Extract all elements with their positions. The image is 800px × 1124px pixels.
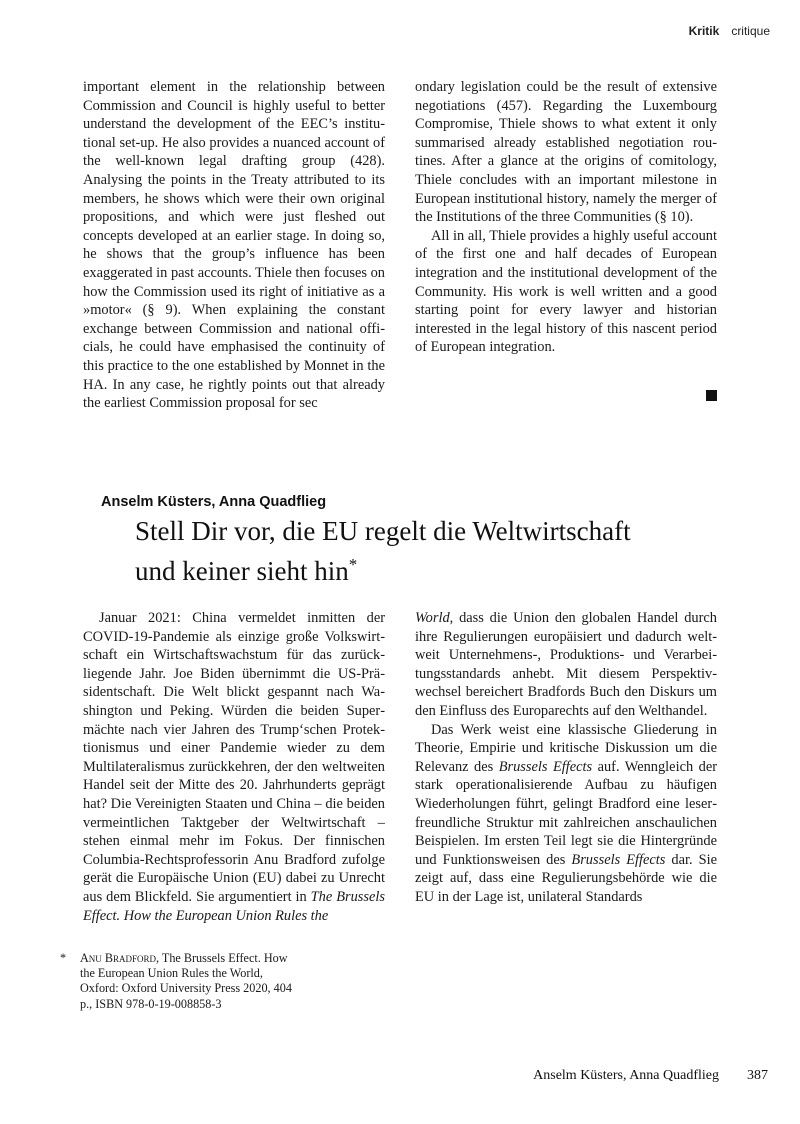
review-title-line-1: Stell Dir vor, die EU regelt die Weltwirtschaft — [135, 516, 631, 546]
footnote-text: , The Brussels Effect. How the European Union Rules the World, Oxford: Oxford University Press 2020, 404 p., ISBN 978-0-19-008858-3 — [80, 951, 292, 1011]
footer-authors: Anselm Küsters, Anna Quadflieg — [533, 1068, 719, 1083]
review-structure-text-a: Das Werk weist eine klassische Gliederung in Theorie, Empirie und kritische Diskussion um die Relevanz des — [415, 721, 717, 775]
book-title-italic: The Brussels Effect. How the European Union Rules the — [83, 888, 385, 924]
running-header — [689, 24, 770, 38]
brussels-effects-italic-2: Brussels Effects — [571, 851, 666, 868]
review-structure-paragraph — [415, 721, 717, 907]
review-structure-text-c: dar. Sie zeigt auf, dass eine Regulierungsbehörde wie die EU in der Lage ist, unilateral Standards — [415, 851, 718, 905]
footnote — [60, 951, 300, 1012]
review-title — [135, 514, 755, 588]
footnote-author: Anu Bradford — [80, 951, 156, 965]
previous-review-right-column — [415, 78, 717, 357]
review-intro-text: Januar 2021: China vermeldet inmitten der COVID-19-Pandemie als einzige große Volkswirtschaft ein Wirtschaftswachstum für das zurückliegende Jahr. Joe Biden übernimmt die US-Präsidentschaft. Die Welt blickt gespannt nach Washington und Peking. Würden die beiden Supermächte nach vier Jahren des Trump‘schen Protektionismus und einer Pandemie wieder zu dem Multilateralismus zurückkehren, der den weltweiten Handel seit der Mitte des 20. Jahrhunderts geprägt hat? Die Vereinigten Staaten und China – die beiden vermeintlichen Taktgeber der Weltwirtschaft – stehen einmal mehr im Fokus. Der finnischen Columbia-Rechtsprofessorin Anu Bradford zufolge gerät die Europäische Union (EU) dabei zu Unrecht aus dem Blickfeld. Sie argumentiert in — [83, 610, 385, 905]
page-number: 387 — [747, 1068, 768, 1083]
review-left-column — [83, 609, 385, 925]
section-label: Kritik — [688, 24, 720, 38]
review-structure-text-b: auf. Wenngleich der stark operationalisierende Aufbau zu häufigen Wiederholungen führt, gelingt Bradford eine leserfreundliche Struktur mit zahlreichen anschaulichen Beispielen. Im ersten Teil legt sie die Hintergründe und Funktionsweisen des — [415, 758, 718, 868]
end-of-article-square — [706, 390, 717, 401]
brussels-effects-italic-1: Brussels Effects — [498, 758, 593, 775]
review-right-column — [415, 609, 717, 907]
footnote-body — [80, 951, 300, 1012]
review-paragraph-text: , dass die Union den globalen Handel durch ihre Regulierungen europäisiert und dadurch weltweit Unternehmens-, Produktions- und Verarbeitungsstandards anhebt. Mit diesem Perspektivwechsel bereichert Bradfords Buch den Diskurs um den Einfluss des Europarechts auf den Welthandel. — [415, 610, 717, 719]
previous-review-left-column — [83, 78, 385, 413]
review-paragraph-continued — [415, 609, 717, 721]
review-title-line-2: und keiner sieht hin — [135, 556, 349, 586]
previous-review-left-text: important element in the relationship between Commission and Council is highly useful to better understand the development of the EEC’s institutional set-up. He also provides a nuanced account of the well-known legal drafting group (428). Analysing the points in the Treaty attributed to its members, he shows which were their own original propositions, and which were just fleshed out concepts developed at an earlier stage. In doing so, he shows that the group’s influence has been exaggerated in past accounts. Thiele then focuses on how the Commission used its right of initiative as a »motor« (§ 9). When explaining the constant exchange between Commission and national officials, he could have emphasised the continuity of this practice to the one established by Monnet in the HA. In any case, he rightly points out that already the earliest Commission proposal for sec — [83, 79, 385, 412]
review-authors: Anselm Küsters, Anna Quadflieg — [101, 494, 327, 510]
book-title-italic-end: World — [415, 610, 450, 626]
section-translation: critique — [731, 24, 770, 38]
previous-review-conclusion: All in all, Thiele provides a highly useful account of the first one and half decades of European integration and the institutional development of the Community. His work is well written and a good starting point for every lawyer and historian interested in the legal history of this nascent period of European integration. — [415, 227, 717, 356]
footnote-mark: * — [60, 951, 67, 965]
footnote-reference-mark: * — [348, 555, 358, 574]
review-intro-paragraph — [83, 609, 385, 925]
previous-review-paragraph: ondary legislation could be the result of extensive negotiations (457). Regarding the Luxembourg Compromise, Thiele shows to what extent it only summarised already established negotiation routines. After a glance at the origins of comitology, Thiele concludes with an important milestone in European institutional history, namely the merger of the Institutions of the three Communities (§ 10). — [415, 79, 717, 226]
page-footer — [533, 1068, 768, 1084]
